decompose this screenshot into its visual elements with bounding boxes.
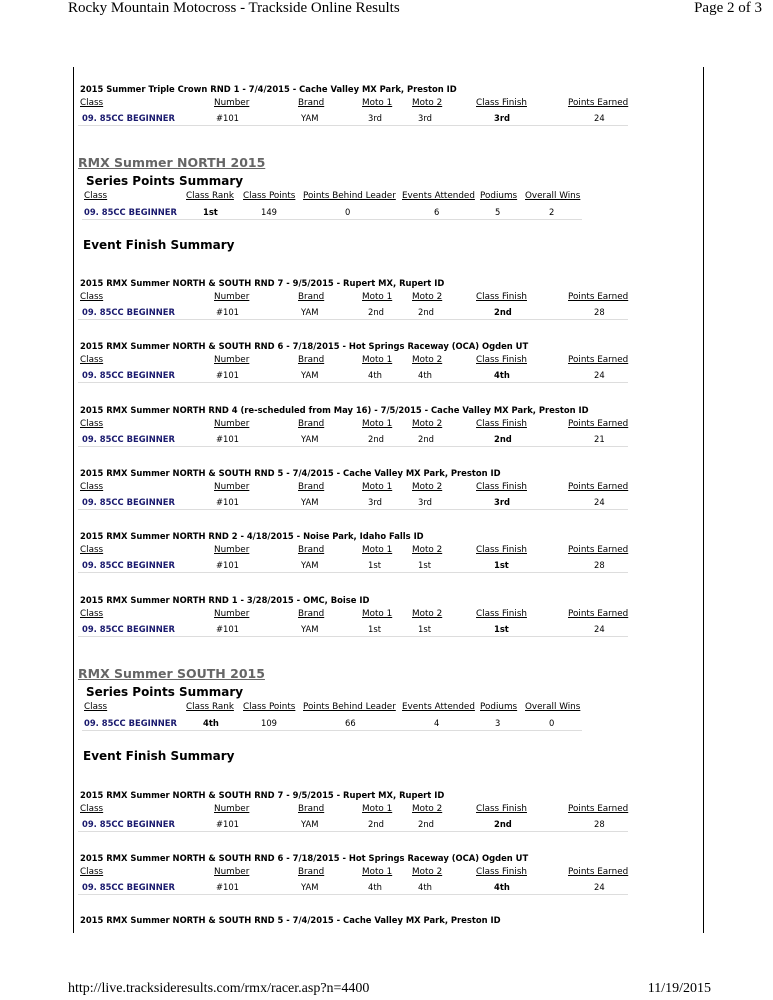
row-divider	[78, 509, 628, 510]
summary-header-podiums: Podiums	[480, 702, 518, 712]
event-title: 2015 RMX Summer NORTH RND 4 (re-scheduled from May 16) - 7/5/2015 - Cache Valley MX Park, Preston ID	[80, 405, 589, 415]
cell-number: #101	[216, 819, 240, 829]
summary-podiums: 3	[495, 718, 501, 728]
class-name[interactable]: 09. 85CC BEGINNER	[82, 370, 175, 380]
cell-number: #101	[216, 434, 240, 444]
cell-finish: 4th	[494, 882, 510, 892]
class-name[interactable]: 09. 85CC BEGINNER	[82, 307, 175, 317]
cell-moto1: 3rd	[368, 113, 382, 123]
col-header-brand: Brand	[298, 867, 325, 877]
col-header-finish: Class Finish	[476, 482, 527, 492]
col-header-points: Points Earned	[568, 804, 629, 814]
cell-moto1: 2nd	[368, 307, 384, 317]
cell-moto2: 3rd	[418, 113, 432, 123]
event-title: 2015 RMX Summer NORTH & SOUTH RND 5 - 7/4/2015 - Cache Valley MX Park, Preston ID	[80, 915, 501, 925]
cell-number: #101	[216, 497, 240, 507]
col-header-number: Number	[214, 292, 250, 302]
col-header-brand: Brand	[298, 419, 325, 429]
summary-header-events: Events Attended	[402, 191, 475, 201]
col-header-number: Number	[214, 545, 250, 555]
row-divider	[78, 572, 628, 573]
col-header-brand: Brand	[298, 482, 325, 492]
col-header-moto2: Moto 2	[412, 609, 443, 619]
class-name[interactable]: 09. 85CC BEGINNER	[82, 819, 175, 829]
col-header-moto1: Moto 1	[362, 98, 393, 108]
summary-header-class: Class	[84, 191, 108, 201]
cell-moto2: 2nd	[418, 434, 434, 444]
col-header-moto1: Moto 1	[362, 292, 393, 302]
footer-date: 11/19/2015	[647, 981, 711, 996]
summary-header-wins: Overall Wins	[525, 702, 581, 712]
summary-behind: 0	[345, 207, 351, 217]
summary-header-class: Class	[84, 702, 108, 712]
cell-moto2: 1st	[418, 560, 431, 570]
cell-brand: YAM	[301, 307, 319, 317]
cell-finish: 3rd	[494, 113, 510, 123]
col-header-class: Class	[80, 804, 104, 814]
cell-brand: YAM	[301, 497, 319, 507]
col-header-moto1: Moto 1	[362, 419, 393, 429]
col-header-moto2: Moto 2	[412, 545, 443, 555]
footer-url[interactable]: http://live.tracksideresults.com/rmx/racer.asp?n=4400	[68, 981, 370, 996]
col-header-number: Number	[214, 482, 250, 492]
page-number: Page 2 of 3	[694, 0, 762, 16]
col-header-class: Class	[80, 609, 104, 619]
cell-finish: 2nd	[494, 434, 512, 444]
summary-wins: 2	[549, 207, 555, 217]
cell-moto2: 3rd	[418, 497, 432, 507]
event-title: 2015 RMX Summer NORTH RND 2 - 4/18/2015 - Noise Park, Idaho Falls ID	[80, 531, 424, 541]
cell-brand: YAM	[301, 819, 319, 829]
col-header-moto2: Moto 2	[412, 804, 443, 814]
col-header-brand: Brand	[298, 609, 325, 619]
col-header-moto2: Moto 2	[412, 482, 443, 492]
event-title: 2015 RMX Summer NORTH & SOUTH RND 7 - 9/5/2015 - Rupert MX, Rupert ID	[80, 278, 445, 288]
cell-moto2: 4th	[418, 882, 432, 892]
cell-moto2: 2nd	[418, 307, 434, 317]
col-header-number: Number	[214, 419, 250, 429]
cell-moto1: 1st	[368, 560, 381, 570]
col-header-number: Number	[214, 355, 250, 365]
cell-moto1: 2nd	[368, 819, 384, 829]
col-header-points: Points Earned	[568, 867, 629, 877]
col-header-class: Class	[80, 98, 104, 108]
event-finish-title: Event Finish Summary	[83, 749, 235, 763]
summary-events: 6	[434, 207, 440, 217]
cell-brand: YAM	[301, 113, 319, 123]
cell-finish: 4th	[494, 370, 510, 380]
col-header-moto1: Moto 1	[362, 545, 393, 555]
col-header-finish: Class Finish	[476, 355, 527, 365]
col-header-points: Points Earned	[568, 609, 629, 619]
cell-moto1: 1st	[368, 624, 381, 634]
cell-finish: 1st	[494, 560, 509, 570]
summary-rank: 1st	[203, 207, 218, 217]
col-header-moto2: Moto 2	[412, 292, 443, 302]
col-header-class: Class	[80, 355, 104, 365]
cell-brand: YAM	[301, 882, 319, 892]
col-header-brand: Brand	[298, 545, 325, 555]
col-header-moto2: Moto 2	[412, 867, 443, 877]
cell-points: 24	[594, 370, 605, 380]
col-header-points: Points Earned	[568, 419, 629, 429]
cell-points: 28	[594, 560, 605, 570]
col-header-finish: Class Finish	[476, 419, 527, 429]
summary-divider	[82, 730, 582, 731]
summary-header-rank: Class Rank	[186, 702, 234, 712]
col-header-class: Class	[80, 482, 104, 492]
class-name[interactable]: 09. 85CC BEGINNER	[82, 434, 175, 444]
event-title: 2015 RMX Summer NORTH & SOUTH RND 7 - 9/5/2015 - Rupert MX, Rupert ID	[80, 790, 445, 800]
event-finish-title: Event Finish Summary	[83, 238, 235, 252]
col-header-moto1: Moto 1	[362, 867, 393, 877]
cell-finish: 1st	[494, 624, 509, 634]
summary-divider	[82, 219, 582, 220]
col-header-number: Number	[214, 867, 250, 877]
col-header-points: Points Earned	[568, 98, 629, 108]
summary-header-points: Class Points	[243, 702, 296, 712]
summary-header-events: Events Attended	[402, 702, 475, 712]
cell-points: 24	[594, 497, 605, 507]
col-header-moto1: Moto 1	[362, 804, 393, 814]
cell-number: #101	[216, 882, 240, 892]
cell-brand: YAM	[301, 624, 319, 634]
cell-brand: YAM	[301, 370, 319, 380]
col-header-moto1: Moto 1	[362, 609, 393, 619]
col-header-class: Class	[80, 419, 104, 429]
summary-events: 4	[434, 718, 440, 728]
summary-header-wins: Overall Wins	[525, 191, 581, 201]
cell-points: 28	[594, 307, 605, 317]
col-header-brand: Brand	[298, 292, 325, 302]
class-name[interactable]: 09. 85CC BEGINNER	[82, 624, 175, 634]
cell-moto2: 4th	[418, 370, 432, 380]
summary-class[interactable]: 09. 85CC BEGINNER	[84, 718, 177, 728]
col-header-number: Number	[214, 609, 250, 619]
col-header-number: Number	[214, 804, 250, 814]
summary-wins: 0	[549, 718, 555, 728]
row-divider	[78, 319, 628, 320]
class-name[interactable]: 09. 85CC BEGINNER	[82, 882, 175, 892]
event-title: 2015 RMX Summer NORTH RND 1 - 3/28/2015 - OMC, Boise ID	[80, 595, 370, 605]
row-divider	[78, 831, 628, 832]
summary-points: 149	[261, 207, 277, 217]
col-header-points: Points Earned	[568, 355, 629, 365]
event-title: 2015 RMX Summer NORTH & SOUTH RND 6 - 7/18/2015 - Hot Springs Raceway (OCA) Ogden UT	[80, 341, 529, 351]
cell-finish: 2nd	[494, 307, 512, 317]
col-header-brand: Brand	[298, 355, 325, 365]
col-header-finish: Class Finish	[476, 867, 527, 877]
page-header-title: Rocky Mountain Motocross - Trackside Online Results	[68, 0, 400, 16]
cell-finish: 2nd	[494, 819, 512, 829]
cell-points: 24	[594, 882, 605, 892]
cell-number: #101	[216, 624, 240, 634]
cell-number: #101	[216, 307, 240, 317]
col-header-finish: Class Finish	[476, 609, 527, 619]
col-header-moto2: Moto 2	[412, 98, 443, 108]
row-divider	[78, 894, 628, 895]
cell-moto2: 2nd	[418, 819, 434, 829]
col-header-points: Points Earned	[568, 292, 629, 302]
summary-header-points: Class Points	[243, 191, 296, 201]
col-header-brand: Brand	[298, 804, 325, 814]
col-header-finish: Class Finish	[476, 545, 527, 555]
cell-number: #101	[216, 370, 240, 380]
summary-rank: 4th	[203, 718, 219, 728]
col-header-points: Points Earned	[568, 545, 629, 555]
col-header-moto2: Moto 2	[412, 419, 443, 429]
col-header-class: Class	[80, 292, 104, 302]
col-header-brand: Brand	[298, 98, 325, 108]
summary-title: Series Points Summary	[86, 174, 244, 188]
summary-header-behind: Points Behind Leader	[303, 191, 396, 201]
col-header-moto1: Moto 1	[362, 482, 393, 492]
cell-finish: 3rd	[494, 497, 510, 507]
class-name[interactable]: 09. 85CC BEGINNER	[82, 497, 175, 507]
summary-points: 109	[261, 718, 277, 728]
cell-points: 24	[594, 113, 605, 123]
summary-header-podiums: Podiums	[480, 191, 518, 201]
col-header-finish: Class Finish	[476, 98, 527, 108]
summary-title: Series Points Summary	[86, 685, 244, 699]
event-title: 2015 RMX Summer NORTH & SOUTH RND 6 - 7/18/2015 - Hot Springs Raceway (OCA) Ogden UT	[80, 853, 529, 863]
col-header-moto2: Moto 2	[412, 355, 443, 365]
col-header-class: Class	[80, 867, 104, 877]
cell-number: #101	[216, 560, 240, 570]
cell-brand: YAM	[301, 434, 319, 444]
cell-points: 28	[594, 819, 605, 829]
summary-podiums: 5	[495, 207, 501, 217]
series-title[interactable]: RMX Summer SOUTH 2015	[78, 666, 265, 681]
summary-header-rank: Class Rank	[186, 191, 234, 201]
row-divider	[78, 636, 628, 637]
class-name[interactable]: 09. 85CC BEGINNER	[82, 113, 175, 123]
cell-moto2: 1st	[418, 624, 431, 634]
row-divider	[78, 125, 628, 126]
cell-brand: YAM	[301, 560, 319, 570]
event-title: 2015 RMX Summer NORTH & SOUTH RND 5 - 7/4/2015 - Cache Valley MX Park, Preston ID	[80, 468, 501, 478]
series-title[interactable]: RMX Summer NORTH 2015	[78, 155, 266, 170]
cell-moto1: 3rd	[368, 497, 382, 507]
event-title: 2015 Summer Triple Crown RND 1 - 7/4/2015 - Cache Valley MX Park, Preston ID	[80, 84, 457, 94]
row-divider	[78, 446, 628, 447]
col-header-finish: Class Finish	[476, 804, 527, 814]
summary-header-behind: Points Behind Leader	[303, 702, 396, 712]
summary-behind: 66	[345, 718, 356, 728]
row-divider	[78, 382, 628, 383]
col-header-moto1: Moto 1	[362, 355, 393, 365]
cell-moto1: 2nd	[368, 434, 384, 444]
class-name[interactable]: 09. 85CC BEGINNER	[82, 560, 175, 570]
summary-class[interactable]: 09. 85CC BEGINNER	[84, 207, 177, 217]
col-header-points: Points Earned	[568, 482, 629, 492]
col-header-class: Class	[80, 545, 104, 555]
cell-moto1: 4th	[368, 882, 382, 892]
cell-points: 21	[594, 434, 605, 444]
cell-number: #101	[216, 113, 240, 123]
col-header-number: Number	[214, 98, 250, 108]
cell-moto1: 4th	[368, 370, 382, 380]
col-header-finish: Class Finish	[476, 292, 527, 302]
cell-points: 24	[594, 624, 605, 634]
